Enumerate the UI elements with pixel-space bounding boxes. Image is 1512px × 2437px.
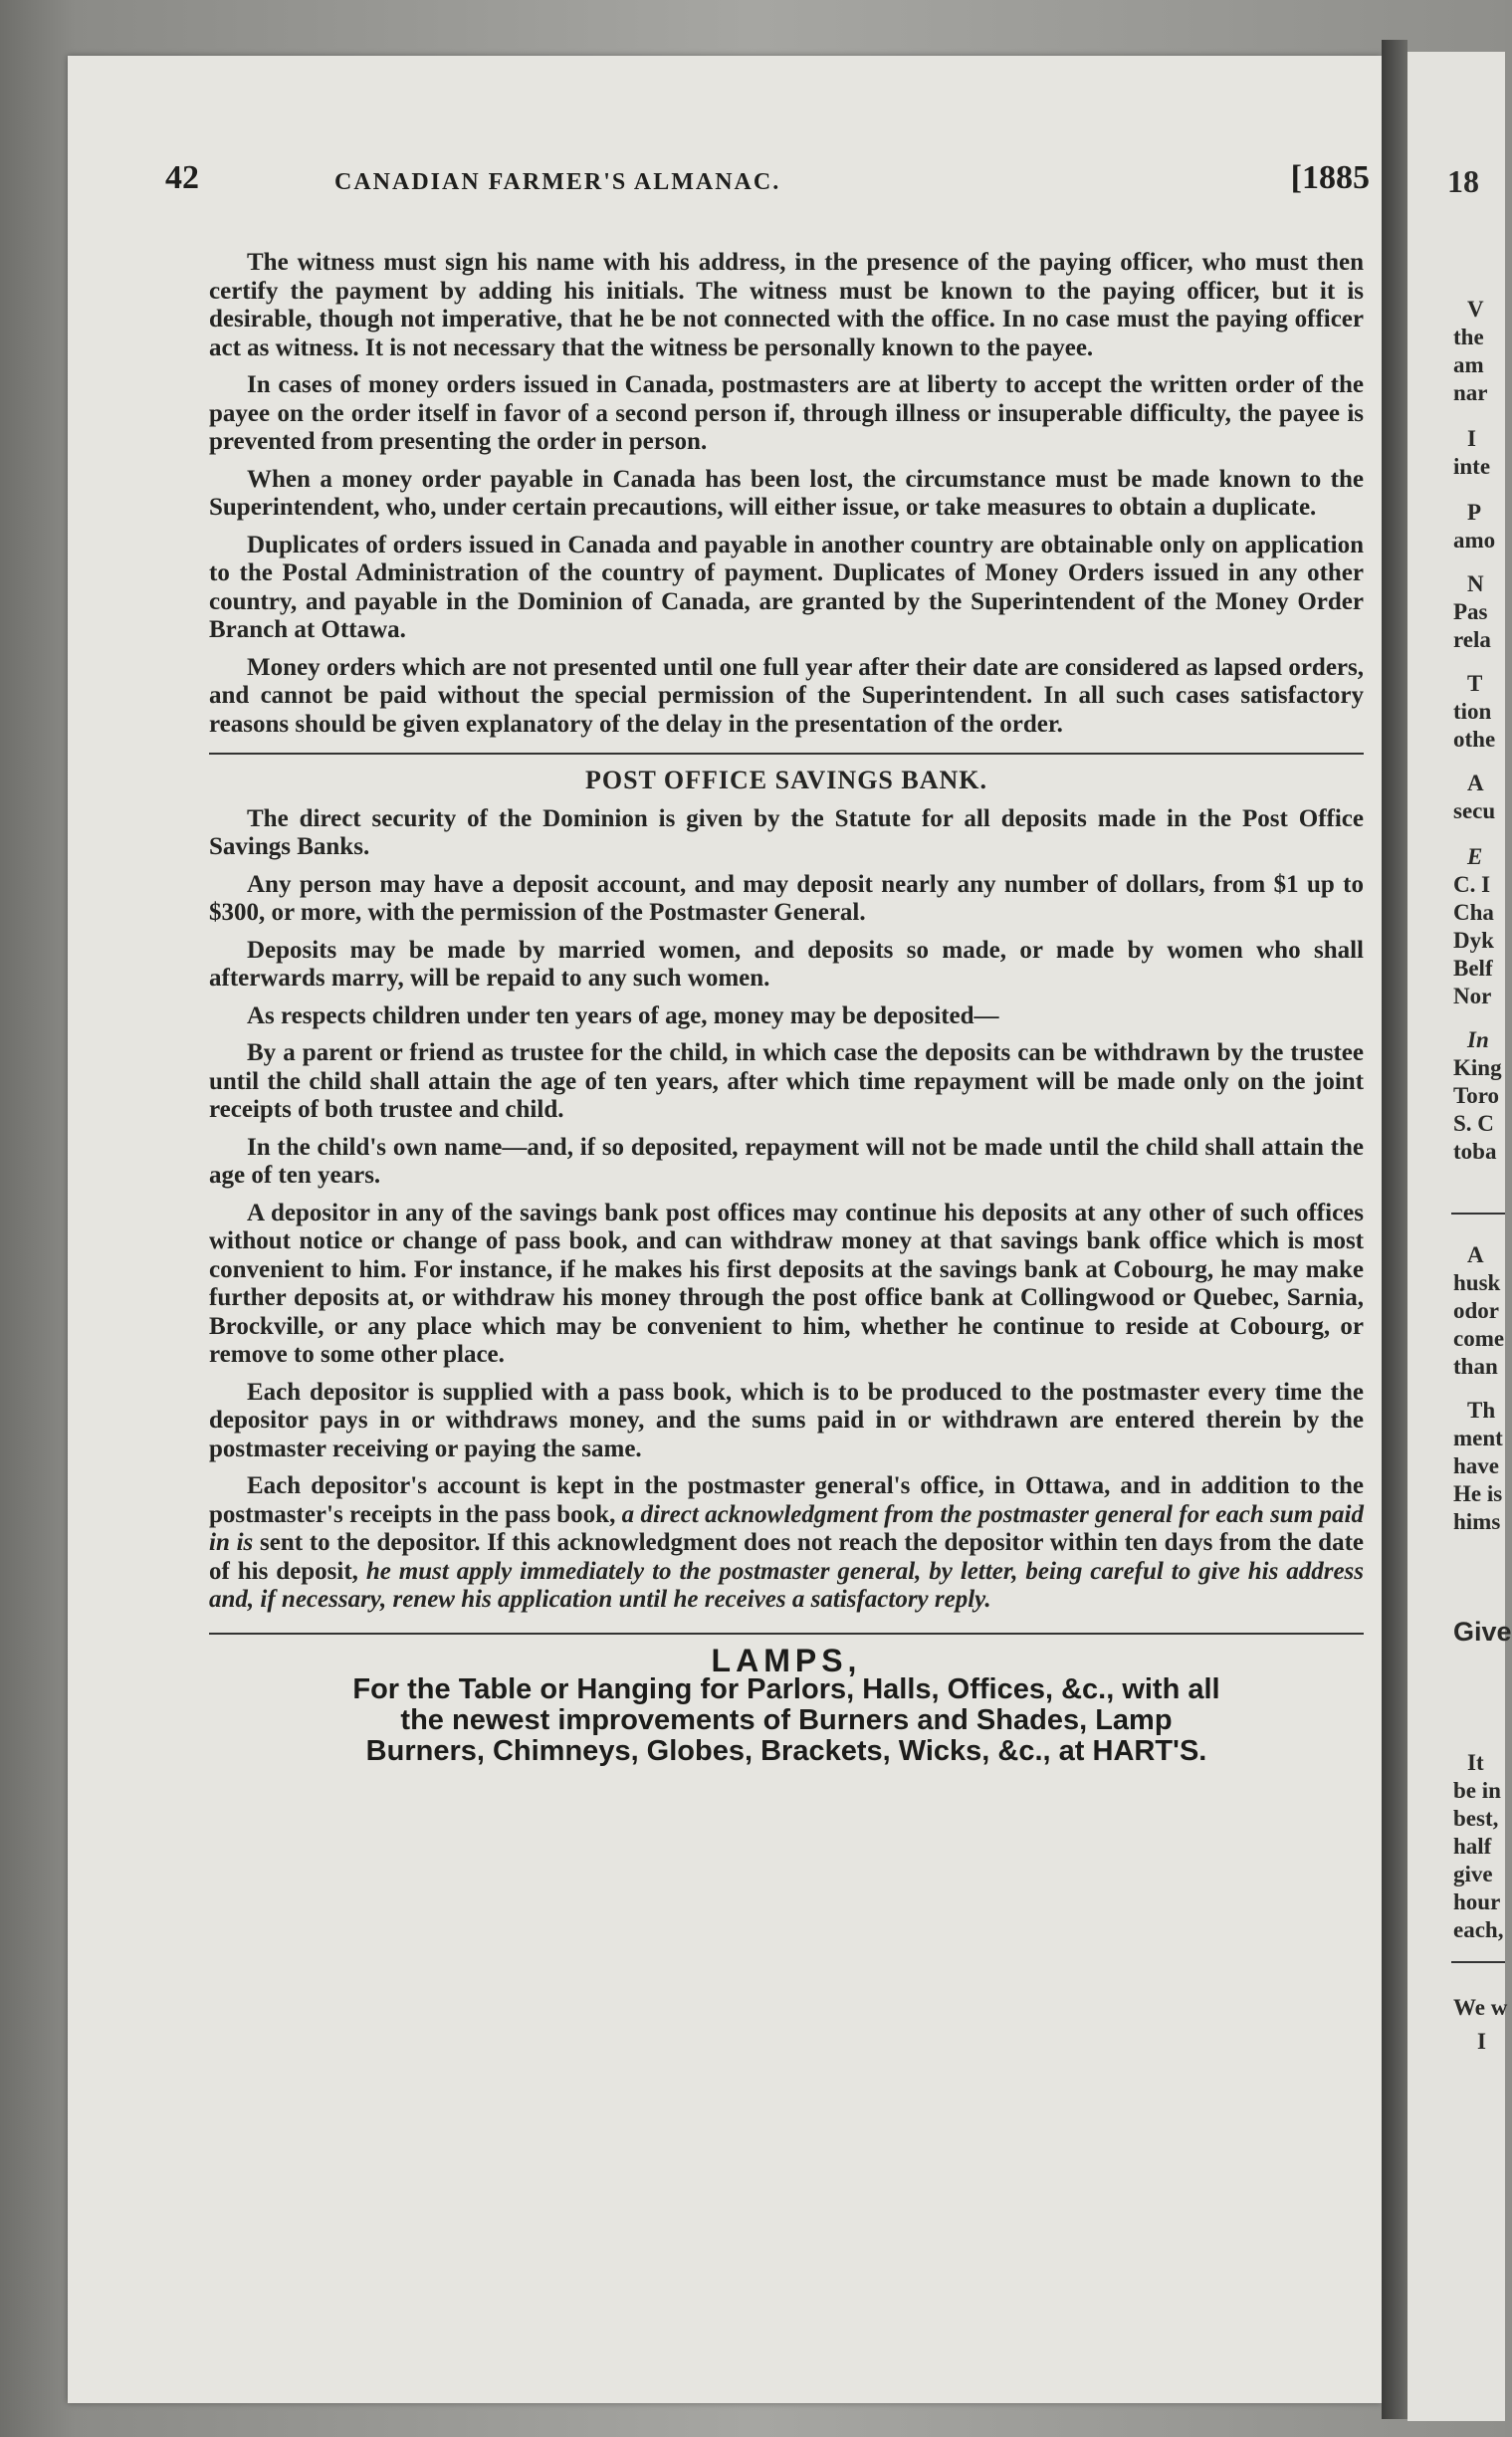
facing-fragment: husk [1453,1270,1501,1295]
facing-page-number: 18 [1447,163,1479,199]
facing-fragment: give [1453,1862,1493,1886]
facing-fragment: secu [1453,798,1496,823]
running-header [155,110,1370,199]
facing-fragment: nar [1453,380,1488,405]
facing-fragment: He is [1453,1481,1503,1506]
facing-fragment: I [1477,2029,1486,2054]
paragraph-witness: The witness must sign his name with his address, in the presence of the paying officer, who must then certify the payment by adding his initials. The witness must be known to the paying officer, but it is desirable, though not imperative, that he be not connected with the office. In no case must the paying officer act as witness. It is not necessary that the witness be personally known to the payee. [209,249,1364,361]
page-body [209,249,1364,1767]
lamps-advertisement [209,1642,1364,1768]
facing-fragment: E [1467,844,1483,869]
facing-fragment: amo [1453,528,1496,553]
paragraph-child-name: In the child's own name—and, if so deposited, repayment will not be made until the child shall attain the age of ten years. [209,1133,1364,1189]
facing-fragment: In [1467,1027,1489,1052]
paragraph-children: As respects children under ten years of age, money may be deposited— [247,1001,999,1029]
header-year: [1885 [1290,159,1370,196]
section-divider [209,753,1364,755]
facing-fragment: come [1453,1326,1505,1351]
facing-fragment: T [1467,671,1483,696]
paragraph-married-women: Deposits may be made by married women, and deposits so made, or made by women who shall afterwards marry, will be repaid to any such women. [209,936,1364,992]
facing-rule [1451,1961,1505,1963]
facing-fragment: Give [1453,1617,1512,1647]
facing-fragment: Th [1467,1398,1496,1423]
facing-fragment: am [1453,352,1484,377]
acknowledgment-text-middle: sent to the depositor. If this acknowledgment does not reach the depositor within ten days from the date of his deposit, [209,1529,1364,1585]
facing-fragment: Toro [1453,1083,1500,1108]
page-number: 42 [165,159,199,196]
paragraph-trustee: By a parent or friend as trustee for the child, in which case the deposits can be withdrawn by the trustee until the child shall attain the age of ten years, after which time repayment will be made only on the joint receipts of both trustee and child. [209,1039,1364,1123]
facing-fragment: N [1467,571,1484,596]
section-heading: POST OFFICE SAVINGS BANK. [584,766,988,794]
facing-fragment: We w [1453,1995,1508,2020]
facing-fragment: othe [1453,727,1496,752]
paragraph-lapsed-orders: Money orders which are not presented until one full year after their date are considered as lapsed orders, and cannot be paid without the special permission of the Superintendent. In all such cases satisfactory reasons should be given explanatory of the delay in the presentation of the order. [209,653,1364,738]
facing-fragment: toba [1453,1139,1497,1164]
facing-fragment: the [1453,325,1484,349]
facing-fragment: have [1453,1453,1499,1478]
acknowledgment-text-start: Each depositor's account is kept in the postmaster general's office, in Ottawa, and in addition to the postmaster's receipts in the pass book, [209,1472,1364,1528]
facing-fragment: C. I [1453,872,1491,897]
acknowledgment-italic-2: he must apply immediately to the postmaster general, by letter, being careful to give his address and, if necessary, renew his application until he receives a satisfactory reply. [209,1557,1365,1613]
paragraph-security: The direct security of the Dominion is given by the Statute for all deposits made in the Post Office Savings Banks. [209,804,1364,860]
facing-fragment: tion [1453,699,1492,724]
paragraph-second-person: In cases of money orders issued in Canada, postmasters are at liberty to accept the written order of the payee on the order itself in favor of a second person if, through illness or insuperable difficulty, the payee is prevented from presenting the order in person. [209,371,1364,455]
facing-fragment: inte [1453,454,1491,479]
facing-fragment: Nor [1453,984,1492,1008]
facing-fragment: A [1467,1242,1484,1267]
paragraph-acknowledgment [209,1472,1364,1615]
facing-fragment: Belf [1453,956,1493,981]
paragraph-duplicates: Duplicates of orders issued in Canada and payable in another country are obtainable only on application to the Postal Administration of the country of payment. Duplicates of Money Orders issued in any other country, and payable in the Dominion of Canada, are granted by the Superintendent of the Money Order Branch at Ottawa. [209,531,1364,643]
facing-fragment: It [1467,1750,1484,1775]
advertisement-line: For the Table or Hanging for Parlors, Halls, Offices, &c., with all [352,1673,1220,1705]
advertisement-line: Burners, Chimneys, Globes, Brackets, Wicks, &c., at HART'S. [365,1735,1207,1767]
facing-fragment: V [1467,297,1484,322]
advertisement-line: the newest improvements of Burners and Shades, Lamp [400,1704,1173,1736]
paragraph-pass-book: Each depositor is supplied with a pass book, which is to be produced to the postmaster every time the depositor pays in or withdraws money, and the sums paid in or withdrawn are entered therein by the postmaster receiving or paying the same. [209,1378,1364,1462]
paragraph-deposit-account: Any person may have a deposit account, and may deposit nearly any number of dollars, from $1 up to $300, or more, with the permission of the Postmaster General. [209,870,1364,926]
advertisement-title: LAMPS, [711,1642,862,1678]
facing-fragment: be in [1453,1778,1501,1803]
book-gutter [1382,40,1407,2419]
advertisement-divider [209,1633,1364,1635]
facing-fragment: A [1467,771,1484,795]
facing-fragment: I [1467,426,1476,451]
facing-fragment: rela [1453,627,1491,652]
facing-fragment: than [1453,1354,1498,1379]
facing-fragment: Cha [1453,900,1494,925]
facing-page-edge [1407,52,1512,2421]
facing-fragment: ment [1453,1426,1503,1450]
facing-fragment: P [1467,500,1482,525]
facing-fragment: King [1453,1055,1502,1080]
facing-fragment: odor [1453,1298,1499,1323]
facing-fragment: hour [1453,1889,1501,1914]
facing-fragment: Pas [1453,599,1488,624]
facing-fragment: half [1453,1834,1492,1859]
paragraph-other-offices: A depositor in any of the savings bank post offices may continue his deposits at any other of such offices without notice or change of pass book, and can withdraw money at that savings bank office which is most convenient to him. For instance, if he makes his first deposits at the savings bank at Cobourg, he may make further deposits at, or withdraw his money through the post office bank at Collingwood or Quebec, Sarnia, Brockville, or any place which may be convenient to him, whether he continue to reside at Cobourg, or remove to some other place. [209,1199,1364,1368]
facing-fragment: S. C [1453,1111,1494,1136]
paragraph-lost-order: When a money order payable in Canada has been lost, the circumstance must be made known to the Superintendent, who, under certain precautions, will either issue, or take measures to obtain a duplicate. [209,465,1364,521]
facing-fragment: hims [1453,1509,1501,1534]
facing-fragment: best, [1453,1806,1499,1831]
running-title: CANADIAN FARMER'S ALMANAC. [334,169,781,195]
facing-fragment: Dyk [1453,928,1494,953]
acknowledgment-italic-1: a direct acknowledgment from the postmaster general for each sum paid in is [209,1500,1364,1556]
facing-rule [1451,1213,1505,1215]
facing-fragment: each, [1453,1917,1504,1942]
